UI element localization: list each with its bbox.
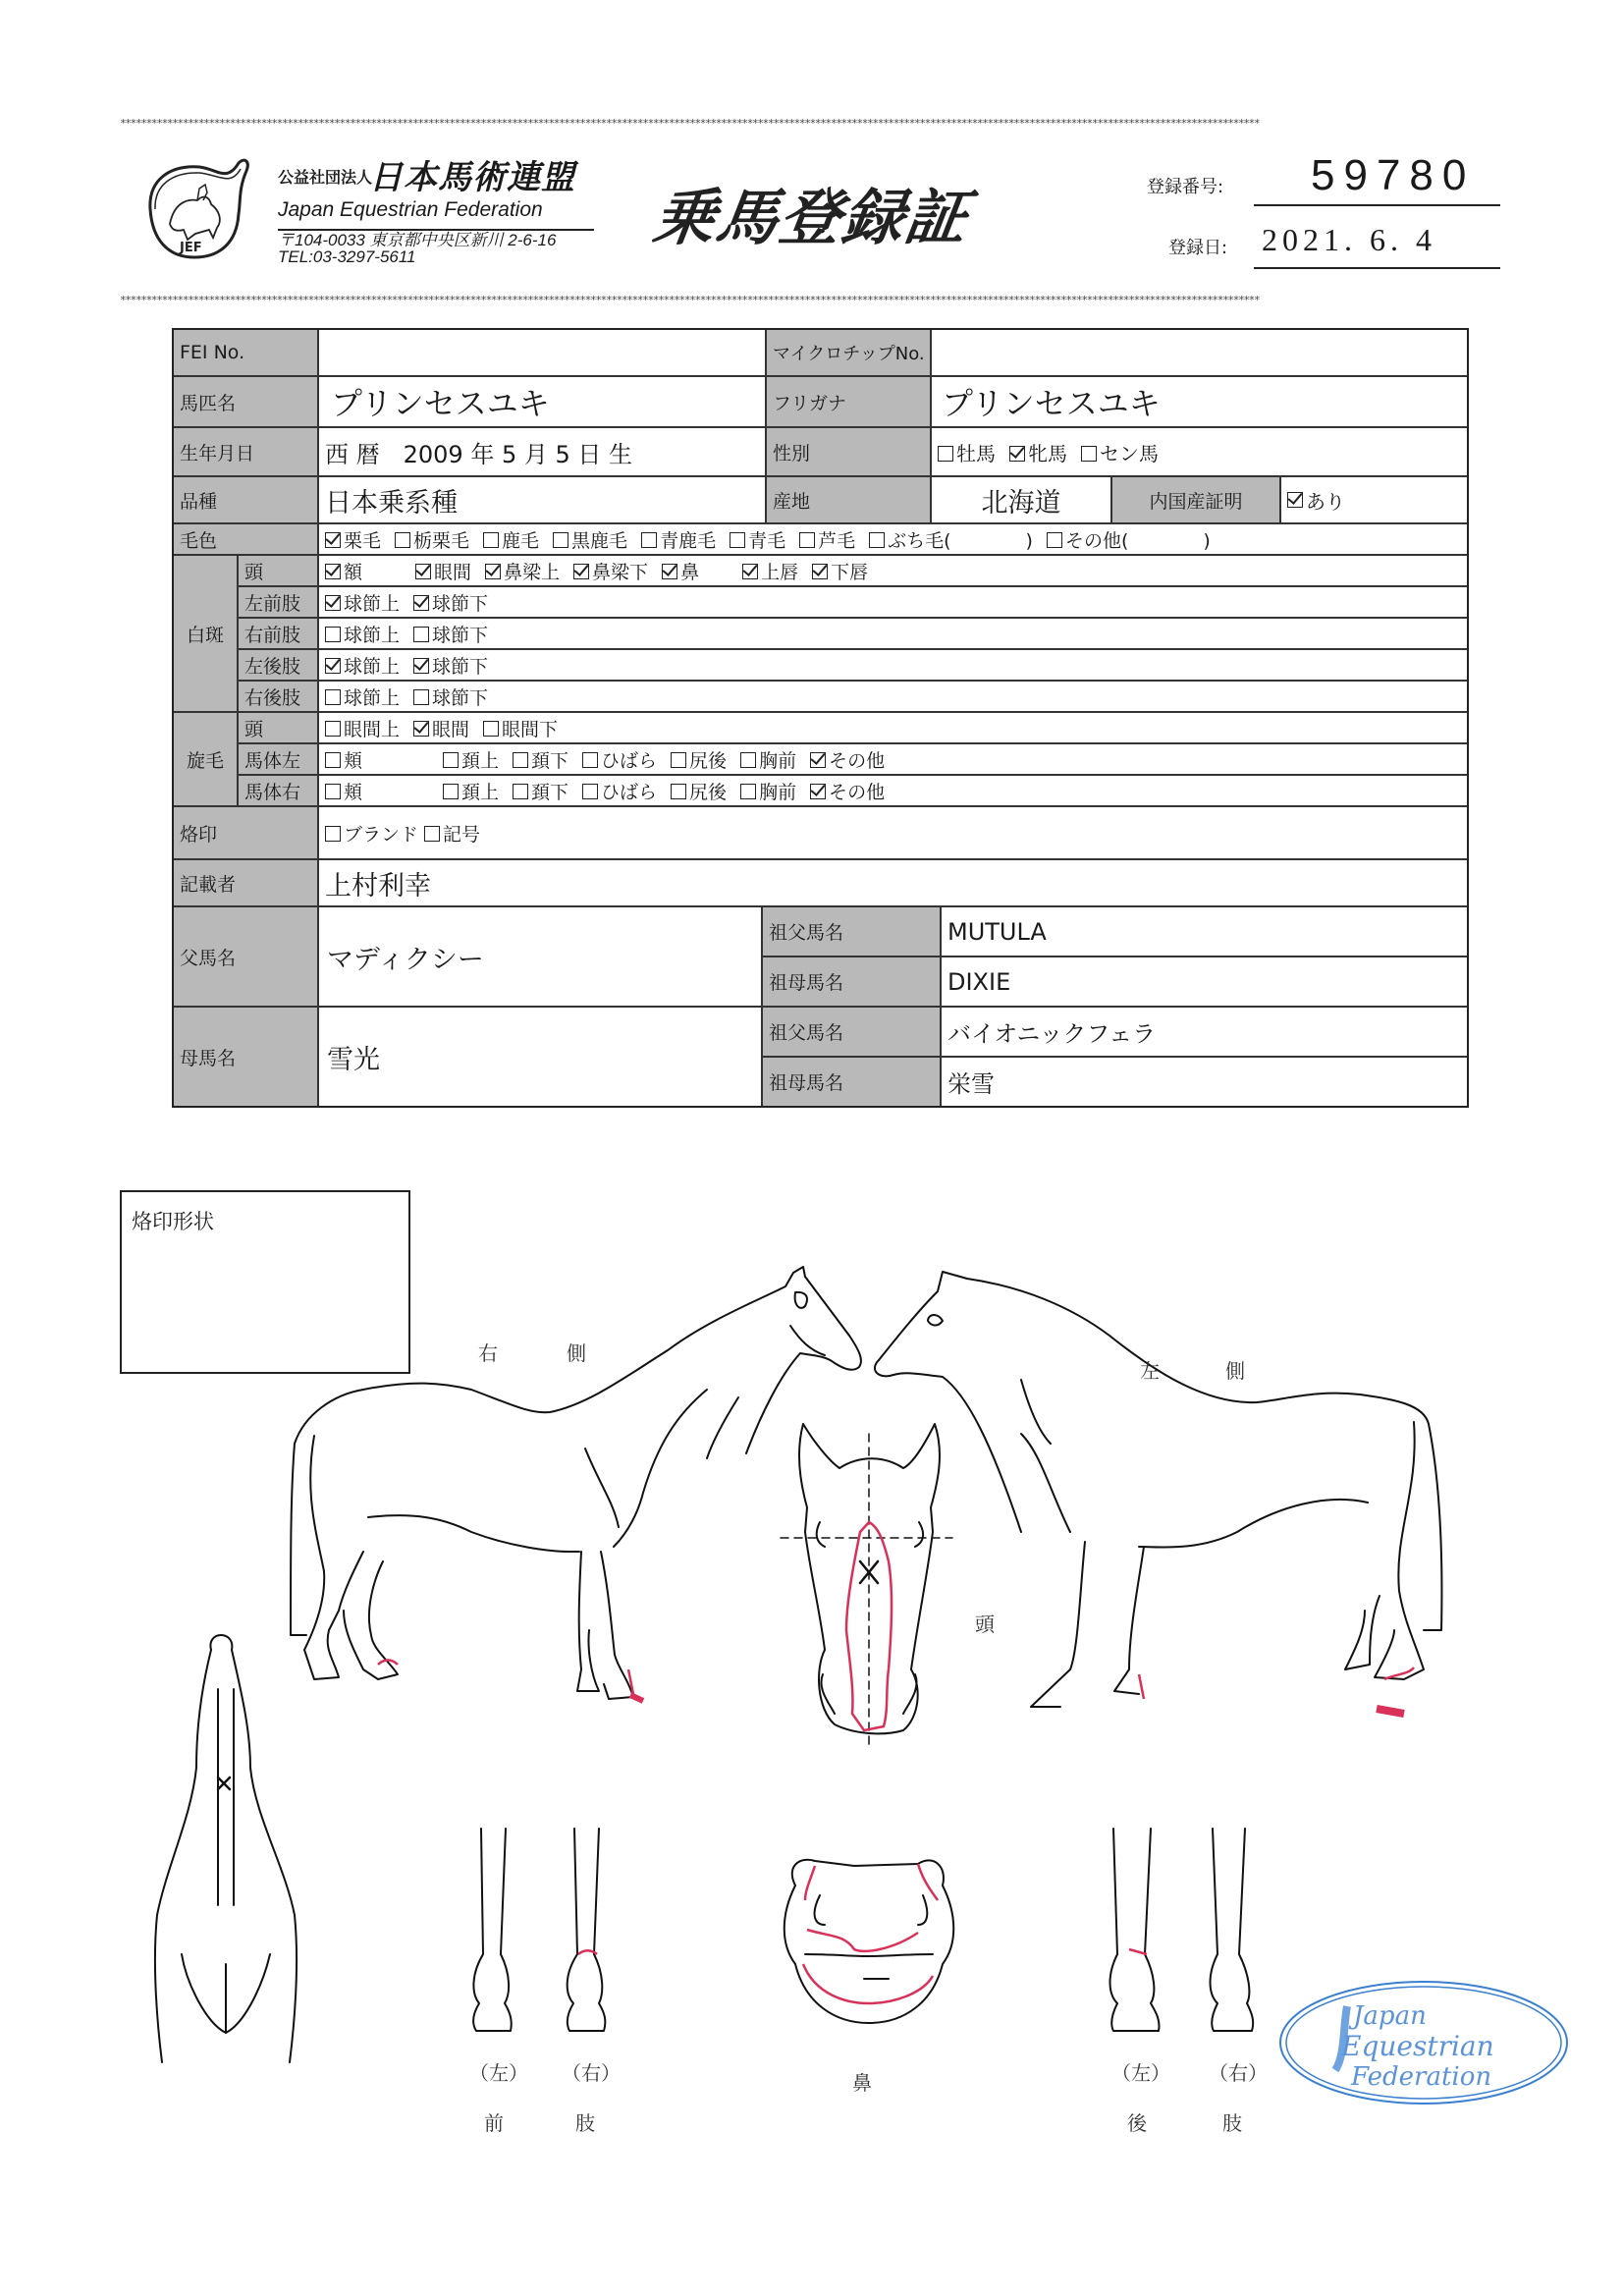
hindlimb-right-icon bbox=[1211, 1829, 1254, 2031]
wm-upper-bridge[interactable]: 鼻梁上 bbox=[485, 558, 560, 584]
registration-date-label: 登録日: bbox=[1168, 238, 1228, 258]
hindlimb-caption-2: 肢 bbox=[1222, 2111, 1242, 2135]
whorl-r-chest[interactable]: 胸前 bbox=[740, 778, 796, 804]
svg-text:Equestrian: Equestrian bbox=[1341, 2030, 1494, 2062]
org-name-en: Japan Equestrian Federation bbox=[278, 198, 543, 221]
sire-granddam-label: 祖母馬名 bbox=[763, 957, 942, 1008]
birth-date-label: 生年月日 bbox=[174, 428, 319, 477]
wm-forehead[interactable]: 額 bbox=[325, 558, 362, 584]
right-side-horse-icon bbox=[291, 1267, 861, 1699]
coat-color-label: 毛色 bbox=[174, 524, 319, 556]
wm-right-hind-label: 右後肢 bbox=[239, 682, 319, 713]
wm-lf-above[interactable]: 球節上 bbox=[325, 589, 400, 616]
wm-lh-above[interactable]: 球節上 bbox=[325, 652, 400, 679]
breed-label: 品種 bbox=[174, 477, 319, 524]
org-prefix: 公益社団法人 bbox=[278, 168, 373, 187]
whorl-body-left-label: 馬体左 bbox=[239, 744, 319, 776]
whorl-head-label: 頭 bbox=[239, 713, 319, 744]
whorls-label: 旋毛 bbox=[174, 713, 239, 807]
brand-option-brand[interactable]: ブランド bbox=[325, 820, 418, 847]
forelimb-right-label: （右） bbox=[562, 2061, 621, 2085]
dam-value: 雪光 bbox=[319, 1008, 763, 1106]
ls-hoof-marking bbox=[1377, 1709, 1404, 1714]
breed-value: 日本乗系種 bbox=[319, 477, 767, 524]
brand-shape-label: 烙印形状 bbox=[132, 1210, 214, 1233]
brand-label: 烙印 bbox=[174, 807, 319, 860]
wm-lf-below[interactable]: 球節下 bbox=[413, 589, 488, 616]
coat-bay[interactable]: 鹿毛 bbox=[483, 526, 539, 553]
origin-label: 産地 bbox=[767, 477, 932, 524]
address-line: 〒104-0033 東京都中央区新川 2-6-16 bbox=[278, 231, 557, 249]
whorl-r-rump[interactable]: 尻後 bbox=[671, 778, 727, 804]
microchip-label: マイクロチップNo. bbox=[767, 330, 932, 377]
wm-head-label: 頭 bbox=[239, 556, 319, 587]
whorl-l-rump[interactable]: 尻後 bbox=[671, 746, 727, 773]
whorl-r-cheek[interactable]: 頬 bbox=[325, 778, 429, 804]
sire-label: 父馬名 bbox=[174, 907, 319, 1008]
coat-other[interactable]: その他( ) bbox=[1047, 526, 1211, 553]
dam-grandsire-label: 祖父馬名 bbox=[763, 1008, 942, 1058]
registration-date: 2021. 6. 4 bbox=[1262, 222, 1436, 257]
fei-no-label: FEI No. bbox=[174, 330, 319, 377]
wm-left-fore-label: 左前肢 bbox=[239, 587, 319, 619]
whorl-r-neck-lower[interactable]: 頚下 bbox=[513, 778, 568, 804]
sire-granddam-value: DIXIE bbox=[942, 957, 1467, 1008]
left-side-label-1: 左 bbox=[1140, 1359, 1160, 1383]
whorl-body-right-label: 馬体右 bbox=[239, 776, 319, 807]
wm-right-fore-label: 右前肢 bbox=[239, 619, 319, 650]
wm-nose[interactable]: 鼻 bbox=[662, 558, 699, 584]
whorl-r-other[interactable]: その他 bbox=[810, 778, 885, 804]
hindlimb-caption-1: 後 bbox=[1127, 2111, 1147, 2135]
whorl-l-chest[interactable]: 胸前 bbox=[740, 746, 796, 773]
coat-chestnut[interactable]: 栗毛 bbox=[325, 526, 381, 553]
left-side-horse-icon bbox=[875, 1272, 1441, 1707]
coat-black[interactable]: 青毛 bbox=[730, 526, 785, 553]
coat-pinto[interactable]: ぶち毛( ) bbox=[869, 526, 1033, 553]
coat-brown[interactable]: 青鹿毛 bbox=[641, 526, 716, 553]
wm-rf-below[interactable]: 球節下 bbox=[413, 621, 488, 647]
sire-grandsire-label: 祖父馬名 bbox=[763, 907, 942, 957]
dam-label: 母馬名 bbox=[174, 1008, 319, 1106]
org-name: 日本馬術連盟 bbox=[369, 158, 575, 197]
whorl-r-flank[interactable]: ひばら bbox=[582, 778, 657, 804]
coat-dark-chestnut[interactable]: 栃栗毛 bbox=[395, 526, 469, 553]
whorl-l-other[interactable]: その他 bbox=[810, 746, 885, 773]
top-view-whorl-x-icon bbox=[218, 1777, 230, 1789]
recorder-label: 記載者 bbox=[174, 860, 319, 907]
brand-option-symbol[interactable]: 記号 bbox=[424, 820, 480, 847]
dam-granddam-value: 栄雪 bbox=[942, 1058, 1467, 1106]
forelimb-caption-2: 肢 bbox=[575, 2111, 595, 2135]
origin-value: 北海道 bbox=[932, 477, 1112, 524]
tel-line: TEL:03-3297-5611 bbox=[278, 247, 416, 266]
wm-lower-lip[interactable]: 下唇 bbox=[812, 558, 868, 584]
document-title: 乗馬登録証 bbox=[649, 182, 974, 253]
wm-between-eyes[interactable]: 眼間 bbox=[415, 558, 471, 584]
right-side-label-2: 側 bbox=[567, 1341, 586, 1365]
svg-text:JEF: JEF bbox=[180, 241, 202, 255]
nose-lower-lip-marking bbox=[803, 1964, 933, 2003]
registration-number: 59780 bbox=[1311, 151, 1476, 199]
nose-label: 鼻 bbox=[852, 2071, 872, 2095]
forelimb-right-icon bbox=[568, 1829, 606, 2031]
coat-grey[interactable]: 芦毛 bbox=[799, 526, 855, 553]
wm-rh-above[interactable]: 球節上 bbox=[325, 683, 400, 710]
wm-left-hind-label: 左後肢 bbox=[239, 650, 319, 682]
whorl-below-eyes[interactable]: 眼間下 bbox=[483, 715, 558, 741]
sex-label: 性別 bbox=[767, 428, 932, 477]
top-divider: ************************************************************************************************************************************************************************************************************************** bbox=[120, 118, 1260, 130]
recorder-value: 上村利幸 bbox=[319, 860, 1467, 907]
whorl-l-cheek[interactable]: 頬 bbox=[325, 746, 429, 773]
rs-hoof-marking bbox=[630, 1695, 643, 1701]
white-marking-annotations bbox=[378, 1522, 1414, 2003]
head-label: 頭 bbox=[975, 1613, 995, 1636]
whorl-between-eyes[interactable]: 眼間 bbox=[413, 715, 469, 741]
coat-dark-bay[interactable]: 黒鹿毛 bbox=[553, 526, 627, 553]
right-side-label-1: 右 bbox=[478, 1341, 498, 1365]
furigana-value: プリンセスユキ bbox=[932, 377, 1467, 428]
left-side-label-2: 側 bbox=[1225, 1359, 1245, 1383]
svg-text:Federation: Federation bbox=[1351, 2062, 1492, 2092]
svg-text:Japan: Japan bbox=[1353, 2001, 1427, 2031]
dam-granddam-label: 祖母馬名 bbox=[763, 1058, 942, 1106]
horse-name-value: プリンセスユキ bbox=[319, 377, 767, 428]
hindlimb-left-icon bbox=[1110, 1829, 1160, 2031]
hindlimb-right-label: （右） bbox=[1209, 2061, 1268, 2085]
domestic-cert-option[interactable]: あり bbox=[1281, 477, 1467, 524]
sex-option-stallion[interactable]: 牡馬 bbox=[938, 438, 996, 466]
dam-grandsire-value: バイオニックフェラ bbox=[942, 1008, 1467, 1058]
whorl-l-neck-upper[interactable]: 頚上 bbox=[443, 746, 499, 773]
sire-grandsire-value: MUTULA bbox=[942, 907, 1467, 957]
jef-stamp-icon bbox=[1276, 1977, 1571, 2108]
registration-number-label: 登録番号: bbox=[1147, 177, 1224, 197]
furigana-label: フリガナ bbox=[767, 377, 932, 428]
forelimb-left-icon bbox=[473, 1829, 512, 2031]
wm-lh-below[interactable]: 球節下 bbox=[413, 652, 488, 679]
sex-option-mare[interactable]: 牝馬 bbox=[1009, 438, 1067, 466]
wm-rh-below[interactable]: 球節下 bbox=[413, 683, 488, 710]
wm-upper-lip[interactable]: 上唇 bbox=[742, 558, 798, 584]
hindlimb-left-label: （左） bbox=[1111, 2061, 1170, 2085]
sex-option-gelding[interactable]: セン馬 bbox=[1081, 438, 1159, 466]
wm-rf-above[interactable]: 球節上 bbox=[325, 621, 400, 647]
wm-lower-bridge[interactable]: 鼻梁下 bbox=[573, 558, 648, 584]
sire-value: マディクシー bbox=[319, 907, 763, 1008]
ls-fore-marking bbox=[1139, 1674, 1144, 1699]
forelimb-caption-1: 前 bbox=[484, 2111, 504, 2135]
whorl-l-neck-lower[interactable]: 頚下 bbox=[513, 746, 568, 773]
whorl-above-eyes[interactable]: 眼間上 bbox=[325, 715, 400, 741]
birth-date-value: 西 暦 2009 年 5 月 5 日 生 bbox=[319, 428, 767, 477]
white-markings-label: 白斑 bbox=[174, 556, 239, 713]
whorl-l-flank[interactable]: ひばら bbox=[582, 746, 657, 773]
nose-nostril-marking bbox=[805, 1864, 938, 1900]
whorl-r-neck-upper[interactable]: 頚上 bbox=[443, 778, 499, 804]
top-view-horse-icon bbox=[155, 1635, 297, 2062]
header-divider: ************************************************************************************************************************************************************************************************************************** bbox=[120, 295, 1260, 306]
forelimb-left-label: （左） bbox=[469, 2061, 528, 2085]
forelimb-right-marking bbox=[578, 1950, 597, 1954]
domestic-cert-label: 内国産証明 bbox=[1112, 477, 1281, 524]
nose-upper-lip-marking bbox=[807, 1930, 918, 1951]
horse-name-label: 馬匹名 bbox=[174, 377, 319, 428]
